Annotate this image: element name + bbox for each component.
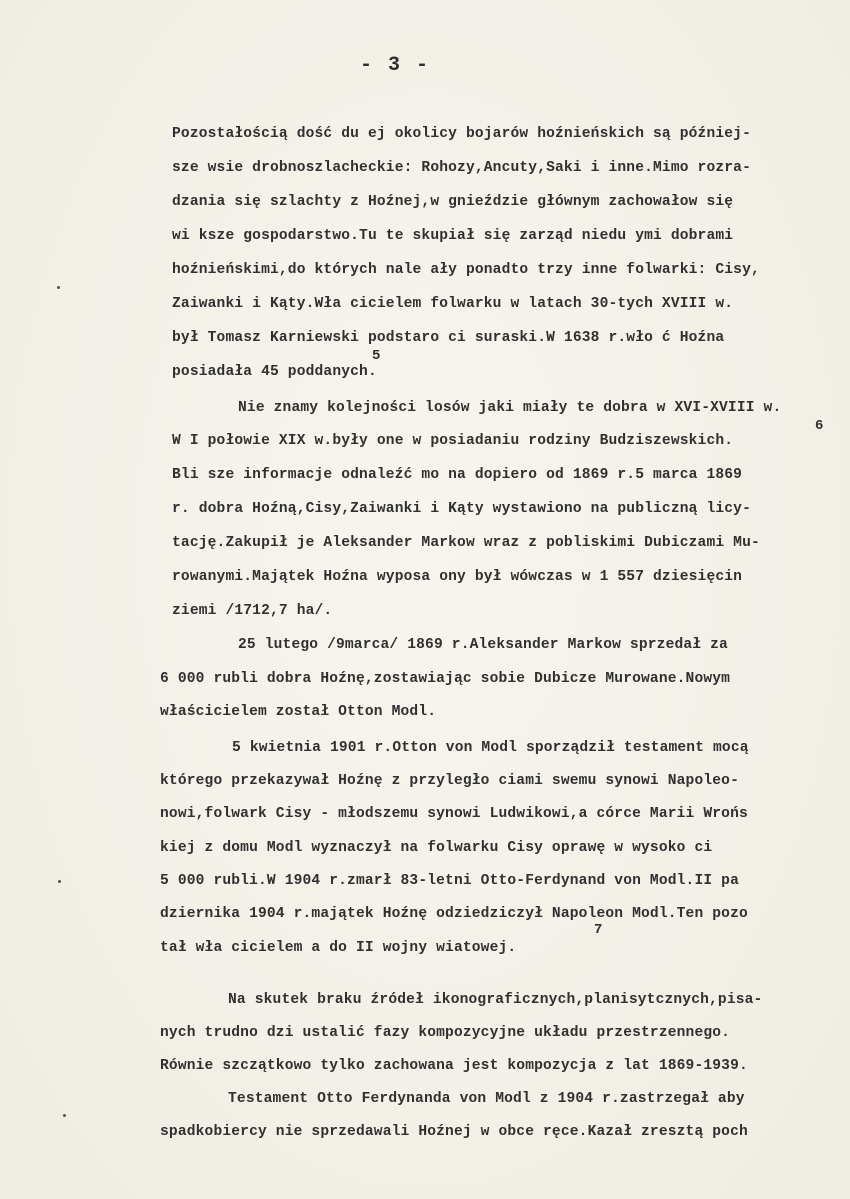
text-line: którego przekazywał Hoźnę z przyległo ciami swemu synowi Napoleo-	[160, 773, 739, 789]
text-line: rowanymi.Majątek Hoźna wyposa ony był wówczas w 1 557 dziesięcin	[172, 569, 743, 585]
scan-mark	[63, 1114, 66, 1117]
text-line: Na skutek braku źródeł ikonograficznych,planisytcznych,pisa-	[228, 992, 763, 1008]
text-line: był Tomasz Karniewski podstaro ci suraski.W 1638 r.wło ć Hoźna	[172, 330, 725, 346]
text-line: Zaiwanki i Kąty.Wła cicielem folwarku w latach 30-tych XVIII w.	[172, 296, 734, 312]
text-line: 5 kwietnia 1901 r.Otton von Modl sporządził testament mocą	[232, 740, 749, 756]
scan-mark	[57, 286, 60, 289]
text-line: r. dobra Hoźną,Cisy,Zaiwanki i Kąty wystawiono na publiczną licy-	[172, 501, 751, 517]
footnote-marker: 7	[594, 922, 603, 938]
footnote-marker: 5	[372, 348, 381, 364]
text-line: wi ksze gospodarstwo.Tu te skupiał się zarząd niedu ymi dobrami	[172, 228, 734, 244]
text-line: hoźnieńskimi,do których nale ały ponadto trzy inne folwarki: Cisy,	[172, 262, 760, 278]
text-line: Równie szczątkowo tylko zachowana jest kompozycja z lat 1869-1939.	[160, 1058, 748, 1074]
text-line: kiej z domu Modl wyznaczył na folwarku Cisy oprawę w wysoko ci	[160, 840, 713, 856]
text-line: tał wła cicielem a do II wojny wiatowej.	[160, 940, 517, 956]
text-line: Nie znamy kolejności losów jaki miały te dobra w XVI-XVIII w.	[238, 400, 782, 416]
text-line: sze wsie drobnoszlacheckie: Rohozy,Ancuty,Saki i inne.Mimo rozra-	[172, 160, 751, 176]
text-line: Testament Otto Ferdynanda von Modl z 1904 r.zastrzegał aby	[228, 1091, 745, 1107]
text-line: Pozostałością dość du ej okolicy bojarów hoźnieńskich są później-	[172, 126, 751, 142]
footnote-marker: 6	[815, 418, 824, 434]
text-line: tację.Zakupił je Aleksander Markow wraz z pobliskimi Dubiczami Mu-	[172, 535, 760, 551]
scan-mark	[58, 880, 61, 883]
text-line: Bli sze informacje odnaleźć mo na dopiero od 1869 r.5 marca 1869	[172, 467, 743, 483]
text-line: nych trudno dzi ustalić fazy kompozycyjne układu przestrzennego.	[160, 1025, 731, 1041]
text-line: ziemi /1712,7 ha/.	[172, 603, 333, 619]
text-line: dziernika 1904 r.majątek Hoźnę odziedziczył Napoleon Modl.Ten pozo	[160, 906, 748, 922]
text-line: nowi,folwark Cisy - młodszemu synowi Ludwikowi,a córce Marii Wrońs	[160, 806, 748, 822]
text-line: W I połowie XIX w.były one w posiadaniu rodziny Budziszewskich.	[172, 433, 734, 449]
text-line: właścicielem został Otton Modl.	[160, 704, 437, 720]
text-line: 5 000 rubli.W 1904 r.zmarł 83-letni Otto-Ferdynand von Modl.II pa	[160, 873, 739, 889]
text-line: posiadała 45 poddanych.	[172, 364, 377, 380]
text-line: spadkobiercy nie sprzedawali Hoźnej w obce ręce.Kazał zresztą poch	[160, 1124, 748, 1140]
text-line: dzania się szlachty z Hoźnej,w gnieździe głównym zachowałow się	[172, 194, 734, 210]
page-number: - 3 -	[359, 54, 430, 77]
text-line: 25 lutego /9marca/ 1869 r.Aleksander Markow sprzedał za	[238, 637, 728, 653]
text-line: 6 000 rubli dobra Hoźnę,zostawiając sobie Dubicze Murowane.Nowym	[160, 671, 731, 687]
